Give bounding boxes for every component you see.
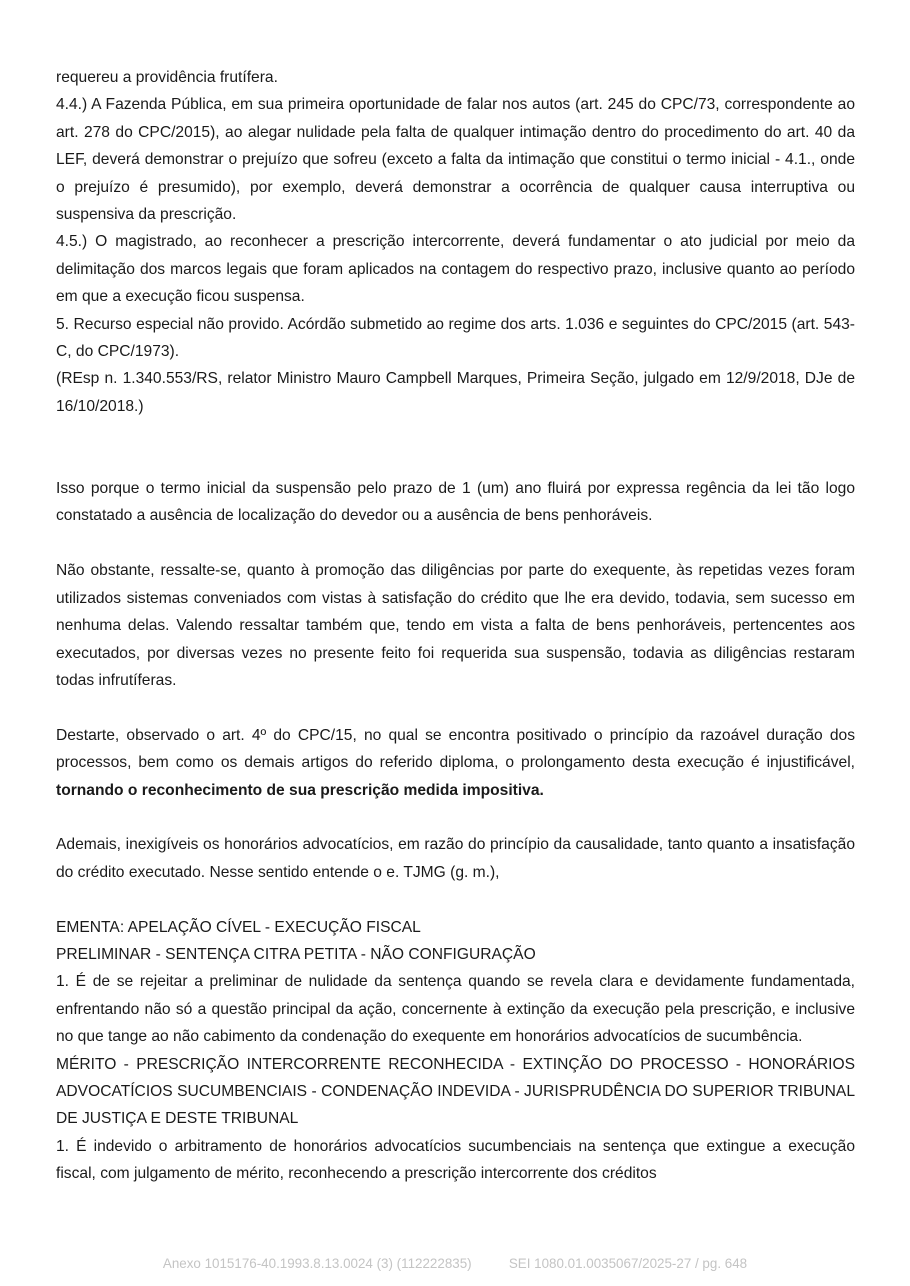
paragraph: Ademais, inexigíveis os honorários advocatícios, em razão do princípio da causalidade, tanto quanto a insatisfação do crédito executado. Nesse sentido entende o e. TJMG (g. m.), — [56, 836, 855, 881]
paragraph: 4.4.) A Fazenda Pública, em sua primeira oportunidade de falar nos autos (art. 245 do CPC/73, correspondente ao art. 278 do CPC/2015), ao alegar nulidade pela falta de qualquer intimação dentro do procedimento do art. 40 da LEF, deverá demonstrar o prejuízo que sofreu (exceto a falta da intimação que constitui o termo inicial - 4.1., onde o prejuízo é presumido), por exemplo, deverá demonstrar a ocorrência de qualquer causa interruptiva ou suspensiva da prescrição. — [56, 96, 855, 224]
paragraph: 1. É de se rejeitar a preliminar de nulidade da sentença quando se revela clara e devidamente fundamentada, enfrentando não só a questão principal da ação, concernente à extinção da execução pela prescrição, e inclusive no que tange ao não cabimento da condenação do exequente em honorários advocatícios de sucumbência. — [56, 973, 855, 1046]
paragraph: 5. Recurso especial não provido. Acórdão submetido ao regime dos arts. 1.036 e seguintes do CPC/2015 (art. 543-C, do CPC/1973). — [56, 315, 855, 361]
paragraph: Não obstante, ressalte-se, quanto à promoção das diligências por parte do exequente, às repetidas vezes foram utilizados sistemas conveniados com vistas à satisfação do crédito que lhe era devido, todavia, sem sucesso em nenhuma delas. Valendo ressaltar também que, tendo em vista a falta de bens penhoráveis, pertencentes aos executados, por diversas vezes no presente feito foi requerida sua suspensão, todavia as diligências restaram todas infrutíferas. — [56, 562, 855, 689]
ementa-section-heading: MÉRITO - PRESCRIÇÃO INTERCORRENTE RECONHECIDA - EXTINÇÃO DO PROCESSO - HONORÁRIOS ADVOCATÍCIOS SUCUMBENCIAIS - CONDENAÇÃO INDEVIDA - JURISPRUDÊNCIA DO SUPERIOR TRIBUNAL DE JUSTIÇA E DESTE TRIBUNAL — [56, 1055, 855, 1128]
paragraph: 1. É indevido o arbitramento de honorários advocatícios sucumbenciais na sentença que extingue a execução fiscal, com julgamento de mérito, reconhecendo a prescrição intercorrente dos créditos — [56, 1137, 855, 1183]
spacer — [56, 694, 855, 721]
citation: (REsp n. 1.340.553/RS, relator Ministro Mauro Campbell Marques, Primeira Seção, julgado em 12/9/2018, DJe de 16/10/2018.) — [56, 370, 855, 415]
paragraph: Isso porque o termo inicial da suspensão pelo prazo de 1 (um) ano fluirá por expressa regência da lei tão logo constatado a ausência de localização do devedor ou a ausência de bens penhoráveis. — [56, 480, 855, 525]
ementa-section-heading: PRELIMINAR - SENTENÇA CITRA PETITA - NÃO CONFIGURAÇÃO — [56, 945, 536, 963]
emphasis-text: tornando o reconhecimento de sua prescrição medida impositiva. — [56, 781, 544, 799]
paragraph: requereu a providência frutífera. — [56, 69, 278, 86]
document-body — [56, 64, 855, 1188]
paragraph-with-emphasis — [56, 722, 855, 804]
footer-left: Anexo 1015176-40.1993.8.13.0024 (3) (112222835) — [162, 1256, 472, 1271]
ementa-heading: EMENTA: APELAÇÃO CÍVEL - EXECUÇÃO FISCAL — [56, 918, 421, 936]
paragraph: 4.5.) O magistrado, ao reconhecer a prescrição intercorrente, deverá fundamentar o ato judicial por meio da delimitação dos marcos legais que foram aplicados na contagem do respectivo prazo, inclusive quanto ao período em que a execução ficou suspensa. — [56, 233, 855, 306]
paragraph-text: Destarte, observado o art. 4º do CPC/15, no qual se encontra positivado o princípio da razoável duração dos processos, bem como os demais artigos do referido diploma, o prolongamento desta execução é injustificável, — [56, 726, 855, 772]
spacer — [56, 804, 855, 831]
spacer — [56, 530, 855, 557]
spacer — [56, 886, 855, 913]
page-footer — [0, 1256, 910, 1271]
footer-right: SEI 1080.01.0035067/2025-27 / pg. 648 — [508, 1256, 748, 1271]
spacer — [56, 420, 855, 475]
